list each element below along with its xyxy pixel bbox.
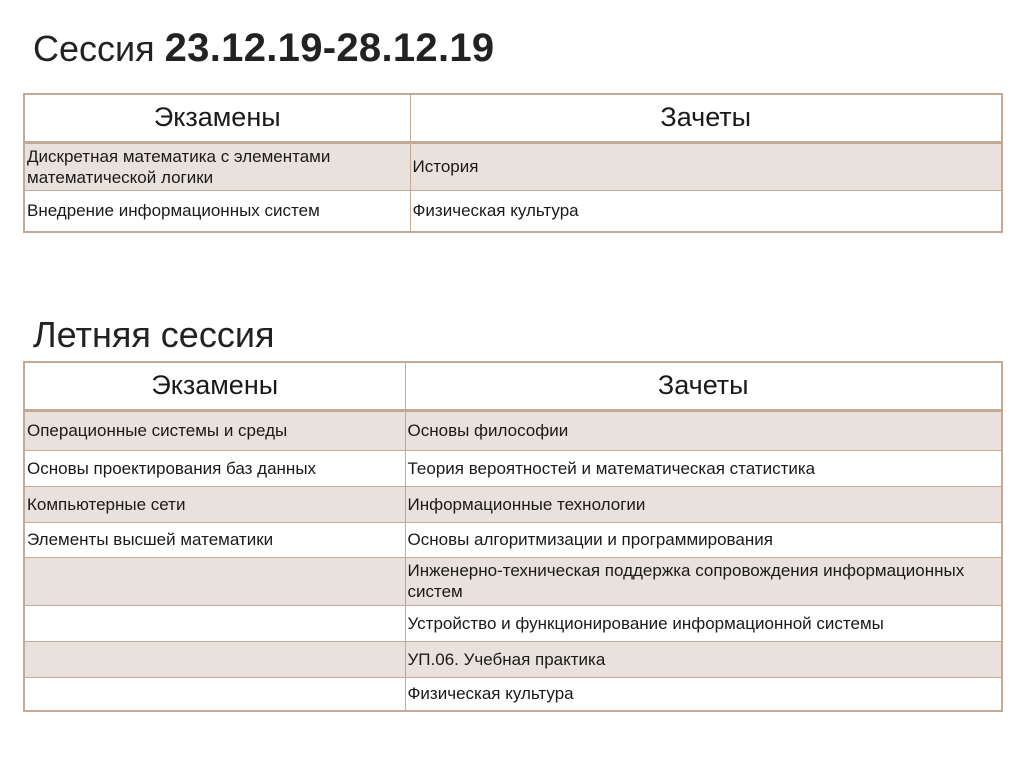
credit-cell: Основы алгоритмизации и программирования — [405, 522, 1002, 557]
table-row — [24, 142, 1002, 190]
table-row — [24, 677, 1002, 711]
credit-cell: Инженерно-техническая поддержка сопровождения информационных систем — [405, 557, 1002, 605]
summer-session-table — [23, 361, 1003, 712]
exam-cell — [24, 557, 405, 605]
exam-cell: Операционные системы и среды — [24, 410, 405, 450]
credit-cell: УП.06. Учебная практика — [405, 641, 1002, 677]
table-row — [24, 450, 1002, 486]
credits-header: Зачеты — [405, 362, 1002, 410]
session-table — [23, 93, 1003, 233]
credit-cell: Устройство и функционирование информационной системы — [405, 605, 1002, 641]
exam-cell: Внедрение информационных систем — [24, 190, 410, 232]
credit-cell: Основы философии — [405, 410, 1002, 450]
table-row — [24, 641, 1002, 677]
table-row — [24, 190, 1002, 232]
credits-header: Зачеты — [410, 94, 1002, 142]
session-dates: 23.12.19-28.12.19 — [164, 26, 495, 70]
table-row — [24, 486, 1002, 522]
table-row — [24, 522, 1002, 557]
credit-cell: Физическая культура — [410, 190, 1002, 232]
credit-cell: История — [410, 142, 1002, 190]
exam-cell — [24, 641, 405, 677]
exams-header: Экзамены — [24, 94, 410, 142]
exam-cell — [24, 677, 405, 711]
exam-cell: Элементы высшей математики — [24, 522, 405, 557]
session-title — [33, 20, 494, 76]
summer-session-title: Летняя сессия — [33, 314, 275, 355]
exams-header: Экзамены — [24, 362, 405, 410]
exam-cell: Дискретная математика с элементами математической логики — [24, 142, 410, 190]
credit-cell: Информационные технологии — [405, 486, 1002, 522]
credit-cell: Физическая культура — [405, 677, 1002, 711]
table-row — [24, 557, 1002, 605]
credit-cell: Теория вероятностей и математическая статистика — [405, 450, 1002, 486]
table-row — [24, 605, 1002, 641]
exam-cell: Компьютерные сети — [24, 486, 405, 522]
exam-cell: Основы проектирования баз данных — [24, 450, 405, 486]
session-title-prefix: Сессия — [33, 28, 155, 69]
table-row — [24, 410, 1002, 450]
exam-cell — [24, 605, 405, 641]
